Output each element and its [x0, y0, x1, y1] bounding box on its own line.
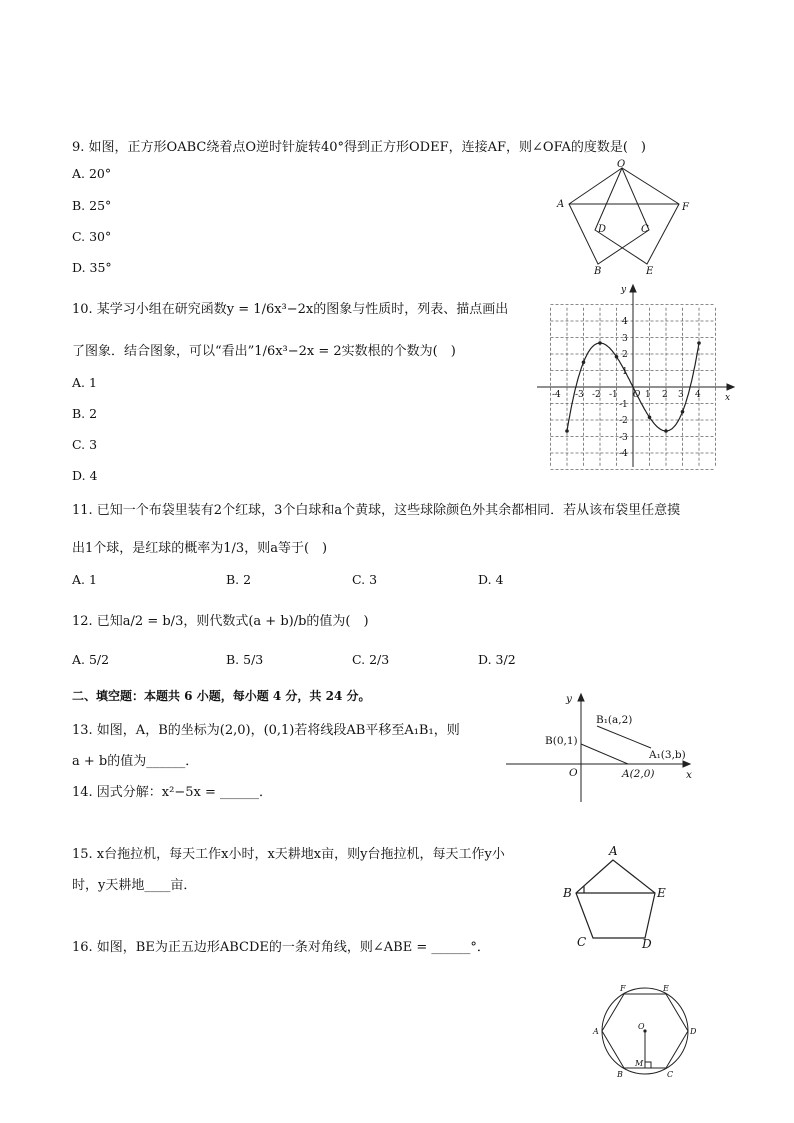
q13-point-a1: A₁(3,b)	[649, 749, 686, 761]
q15-label-b: B	[563, 886, 572, 900]
q11-line2: 出1个球，是红球的概率为1/3，则a等于( )	[72, 541, 328, 556]
q10-plot-point	[582, 360, 586, 364]
q13-translation-figure	[500, 690, 700, 805]
q10-option-a: A. 1	[72, 375, 97, 390]
q13-origin-label: O	[569, 767, 578, 779]
q10-line2: 了图象．结合图象，可以“看出”1/6x³−2x = 2实数根的个数为( )	[72, 344, 456, 359]
q11-option-b: B. 2	[226, 572, 252, 587]
q10-x-axis-label: x	[725, 393, 731, 403]
q10-line1: 10. 某学习小组在研究函数y = 1/6x³−2x的图象与性质时，列表、描点画出	[72, 302, 509, 317]
q10-x-tick: 2	[662, 390, 668, 400]
q10-y-tick: -3	[619, 433, 628, 443]
q9-label-d: D	[598, 224, 607, 235]
q9-option-d: D. 35°	[72, 260, 112, 275]
q10-y-axis-label: y	[621, 285, 627, 295]
q10-plot-point	[615, 355, 619, 359]
q11-line1: 11. 已知一个布袋里装有2个红球，3个白球和a个黄球，这些球除颜色外其余都相同．若从该布袋里任意摸	[72, 503, 681, 518]
hex-label-f: F	[620, 984, 626, 993]
q9-option-b: B. 25°	[72, 198, 112, 213]
q10-plot-point	[681, 410, 685, 414]
hex-label-a: A	[593, 1027, 599, 1036]
q9-square-rotation-figure	[555, 160, 695, 280]
hex-label-e: E	[663, 984, 669, 993]
q10-y-tick: 4	[622, 317, 628, 327]
hex-label-d: D	[690, 1027, 697, 1036]
q16-text: 16. 如图，BE为正五边形ABCDE的一条对角线，则∠ABE = ______°．	[72, 940, 490, 955]
q10-y-tick: -4	[619, 449, 628, 459]
q10-x-tick: 4	[695, 390, 701, 400]
q10-x-tick: -4	[552, 390, 561, 400]
q13-point-b1: B₁(a,2)	[596, 714, 633, 726]
q13-x-axis-label: x	[686, 769, 692, 781]
q12-option-d: D. 3/2	[478, 652, 516, 667]
q15-label-a: A	[609, 844, 618, 858]
q15-line2: 时，y天耕地____亩．	[72, 878, 197, 893]
q13-y-axis-label: y	[566, 693, 572, 705]
q10-x-tick: -2	[592, 390, 601, 400]
q13-point-a: A(2,0)	[622, 768, 655, 780]
q10-x-tick: -3	[575, 390, 584, 400]
q12-option-a: A. 5/2	[72, 652, 110, 667]
q9-label-e: E	[646, 266, 654, 277]
q10-y-tick: 2	[622, 350, 628, 360]
q11-option-a: A. 1	[72, 572, 97, 587]
q10-cubic-graph	[535, 282, 740, 472]
q10-plot-point	[598, 341, 602, 345]
q10-option-c: C. 3	[72, 437, 98, 452]
q15-pentagon-figure	[560, 840, 680, 955]
q10-y-tick: 1	[622, 367, 628, 377]
q12-text: 12. 已知a/2 = b/3，则代数式(a + b)/b的值为( )	[72, 614, 369, 629]
q12-option-b: B. 5/3	[226, 652, 264, 667]
q9-text: 9. 如图，正方形OABC绕着点O逆时针旋转40°得到正方形ODEF，连接AF，则∠OFA的度数是( )	[72, 140, 646, 155]
q10-y-tick: -1	[619, 400, 628, 410]
q9-label-o: O	[617, 159, 626, 170]
q15-label-c: C	[577, 935, 587, 949]
q10-x-tick: -1	[609, 390, 618, 400]
q10-origin-label: O	[633, 390, 641, 400]
q10-plot-point	[565, 429, 569, 433]
q9-label-b: B	[594, 266, 602, 277]
q15-label-d: D	[642, 937, 652, 951]
q15-line1: 15. x台拖拉机，每天工作x小时，x天耕地x亩，则y台拖拉机，每天工作y小	[72, 847, 505, 862]
hex-label-b: B	[617, 1070, 623, 1079]
q12-option-c: C. 2/3	[352, 652, 390, 667]
q9-option-c: C. 30°	[72, 229, 112, 244]
q10-option-d: D. 4	[72, 468, 98, 483]
hex-label-o: O	[638, 1022, 645, 1031]
q10-x-tick: 3	[678, 390, 684, 400]
q10-plot-point	[664, 429, 668, 433]
hex-label-m: M	[635, 1059, 644, 1068]
q9-label-f: F	[682, 202, 689, 213]
q13-line1: 13. 如图，A，B的坐标为(2,0)，(0,1)若将线段AB平移至A₁B₁，则	[72, 723, 460, 738]
q9-label-c: C	[641, 224, 649, 235]
q11-option-d: D. 4	[478, 572, 504, 587]
q10-option-b: B. 2	[72, 406, 98, 421]
q11-option-c: C. 3	[352, 572, 378, 587]
q9-option-a: A. 20°	[72, 166, 112, 181]
q15-label-e: E	[657, 886, 666, 900]
q10-y-tick: 3	[622, 334, 628, 344]
q10-x-tick: 1	[645, 390, 651, 400]
section-2-heading: 二、填空题：本题共 6 小题，每小题 4 分，共 24 分。	[72, 689, 371, 703]
q14-text: 14. 因式分解：x²−5x = ______．	[72, 785, 273, 800]
q13-line2: a + b的值为______．	[72, 754, 199, 769]
q10-plot-point	[648, 415, 652, 419]
q10-y-tick: -2	[619, 416, 628, 426]
q13-point-b: B(0,1)	[545, 735, 578, 747]
hex-label-c: C	[667, 1070, 674, 1079]
q10-plot-point	[697, 341, 701, 345]
hexagon-circle-figure	[590, 980, 710, 1085]
q9-label-a: A	[557, 199, 565, 210]
